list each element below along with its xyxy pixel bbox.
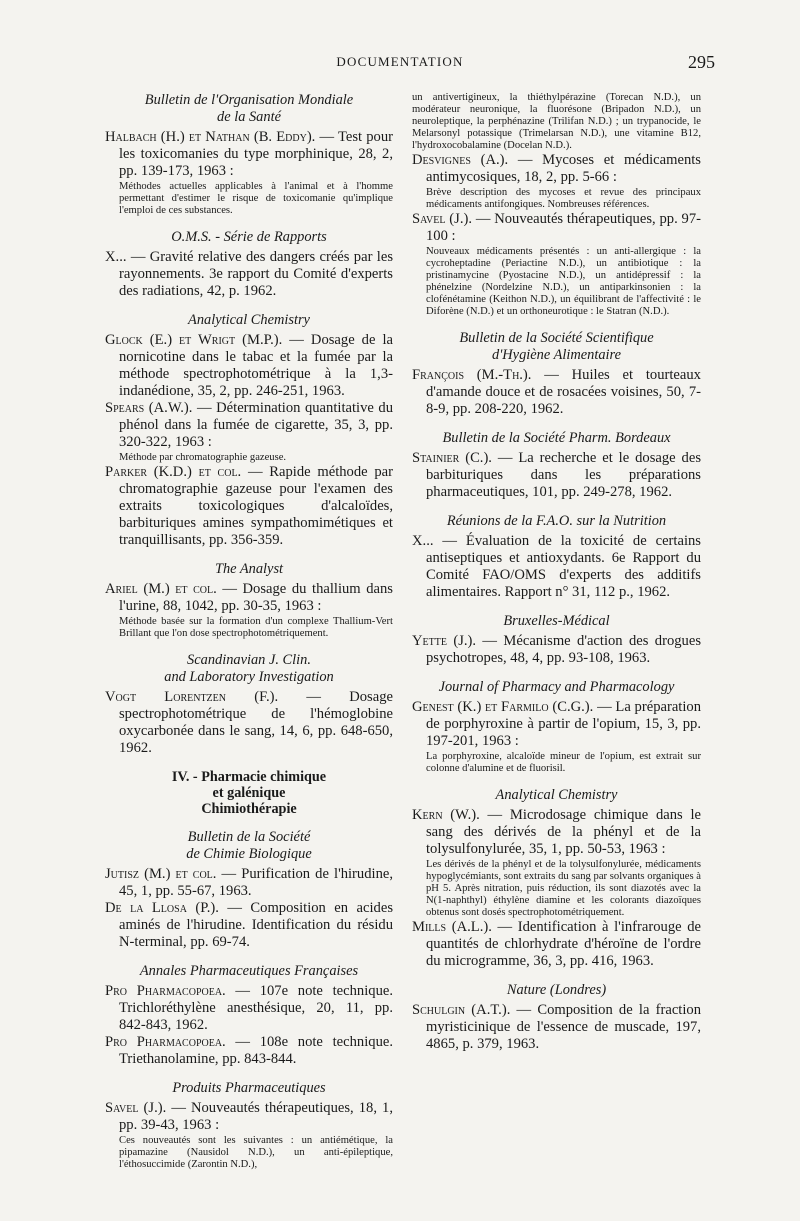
entry-author: Ariel (M.) et col. bbox=[105, 581, 217, 597]
bibliography-entry bbox=[412, 919, 701, 970]
journal-heading-line: d'Hygiène Alimentaire bbox=[492, 347, 621, 363]
section-title-line: et galénique bbox=[212, 785, 286, 801]
section-title bbox=[105, 769, 393, 817]
entry-citation: — 107e note technique. Trichloréthylène anesthésique, 20, 11, pp. 842-843, 1962. bbox=[119, 983, 393, 1033]
entry-citation: — Dosage du thallium dans l'urine, 88, 1042, pp. 30-35, 1963 : bbox=[119, 581, 393, 614]
entry-author: François (M.-Th.). bbox=[412, 367, 532, 383]
journal-heading bbox=[412, 513, 701, 530]
bibliography-entry bbox=[105, 464, 393, 549]
bibliography-entry bbox=[105, 581, 393, 615]
abstract-continuation bbox=[412, 92, 701, 152]
bibliography-entry bbox=[105, 332, 393, 400]
abstract-text: La porphyroxine, alcaloïde mineur de l'opium, est extrait sur colonne d'alumine et de fluorisil. bbox=[426, 751, 701, 774]
entry-author: Pro Pharmacopoea. bbox=[105, 1034, 226, 1050]
journal-heading-line: The Analyst bbox=[214, 561, 284, 577]
entry-citation: — Test pour les toxicomanies du type morphinique, 28, 2, pp. 139-173, 1963 : bbox=[119, 129, 394, 179]
entry-author: Stainier (C.). bbox=[412, 450, 492, 466]
entry-citation: — Détermination quantitative du phénol dans la fumée de cigarette, 35, 3, pp. 320-322, 1963 : bbox=[119, 400, 393, 450]
abstract-text: Les dérivés de la phényl et de la tolysulfonylurée, médicaments hypoglycémiants, sont extraits du sang par solvants organiques à pH 5. Après nitration, puis réduction, ils sont diazotés avec la N(1-naphthyl) éthylène diamine et les colorants diazoïques obtenus sont dosés spectrophotométriquement. bbox=[426, 859, 701, 918]
running-title: DOCUMENTATION bbox=[336, 54, 464, 69]
journal-heading bbox=[412, 330, 701, 364]
entry-citation: — Composition en acides aminés de l'hirudine. Identification du résidu N-terminal, pp. 69-74. bbox=[119, 900, 393, 950]
journal-heading-line: Bulletin de la Société Scientifique bbox=[459, 330, 654, 346]
journal-heading bbox=[412, 787, 701, 804]
entry-abstract bbox=[412, 246, 701, 318]
bibliography-entry bbox=[412, 211, 701, 245]
journal-heading-line: Analytical Chemistry bbox=[188, 312, 310, 328]
entry-author: Pro Pharmacopoea. bbox=[105, 983, 226, 999]
entry-citation: — Dosage spectrophotométrique de l'hémoglobine oxycarbonée dans le sang, 14, 6, pp. 648-650, 1962. bbox=[119, 689, 393, 756]
bibliography-entry bbox=[105, 866, 393, 900]
journal-heading-line: Journal of Pharmacy and Pharmacology bbox=[438, 679, 675, 695]
entry-author: Savel (J.). bbox=[105, 1100, 167, 1116]
journal-heading bbox=[105, 652, 393, 686]
abstract-text: un antivertigineux, la thiéthylpérazine (Torecan N.D.), un modérateur neuronique, la fluorésone (Bripadon N.D.), un neuroleptique, la perphénazine (Trilifan N.D.) ; un trypanocide, le Melarsonyl potassique (Trimelarsan N.D.), une vitamine B12, l'hydroxocobalamine (Docelan N.D.). bbox=[412, 92, 701, 151]
bibliography-entry bbox=[105, 129, 393, 180]
entry-citation: — Mécanisme d'action des drogues psychotropes, 48, 4, pp. 93-108, 1963. bbox=[426, 633, 701, 666]
journal-heading-line: Scandinavian J. Clin. bbox=[187, 652, 311, 668]
section-title-line: Chimiothérapie bbox=[201, 801, 297, 817]
entry-author: Halbach (H.) et Nathan (B. Eddy). bbox=[105, 129, 316, 145]
entry-author: Genest (K.) et Farmilo (C.G.). bbox=[412, 699, 594, 715]
abstract-text: Méthode basée sur la formation d'un complexe Thallium-Vert Brillant que l'on dose spectrophotométriquement. bbox=[119, 616, 393, 639]
entry-author: Kern (W.). bbox=[412, 807, 480, 823]
journal-heading-line: Bulletin de l'Organisation Mondiale bbox=[144, 92, 354, 108]
page-header bbox=[0, 52, 800, 76]
journal-heading bbox=[105, 92, 393, 126]
entry-abstract bbox=[105, 1135, 393, 1171]
section-title-line: IV. - Pharmacie chimique bbox=[171, 769, 327, 785]
entry-citation: — Nouveautés thérapeutiques, 18, 1, pp. 39-43, 1963 : bbox=[119, 1100, 393, 1133]
journal-heading-line: Produits Pharmaceutiques bbox=[172, 1080, 326, 1096]
bibliography-entry bbox=[105, 1034, 393, 1068]
entry-author: Jutisz (M.) et col. bbox=[105, 866, 217, 882]
bibliography-entry bbox=[105, 400, 393, 451]
entry-citation: — Nouveautés thérapeutiques, pp. 97-100 : bbox=[426, 211, 701, 244]
entry-citation: — Huiles et tourteaux d'amande douce et de rosacées voisines, 50, 7-8-9, pp. 208-220, 1962. bbox=[426, 367, 701, 417]
entry-author: Parker (K.D.) et col. bbox=[105, 464, 242, 480]
bibliography-entry bbox=[412, 152, 701, 186]
entry-author: Vogt Lorentzen (F.). bbox=[105, 689, 279, 705]
bibliography-entry bbox=[105, 900, 393, 951]
bibliography-entry bbox=[412, 633, 701, 667]
entry-citation: — Identification à l'infrarouge de quantités de chlorhydrate d'héroïne de l'ordre du microgramme, 36, 3, pp. 416, 1963. bbox=[426, 919, 702, 969]
entry-author: Yette (J.). bbox=[412, 633, 477, 649]
bibliography-entry bbox=[412, 367, 701, 418]
journal-heading bbox=[412, 613, 701, 630]
abstract-text: Ces nouveautés sont les suivantes : un antiémétique, la pipamazine (Nausidol N.D.), un anti-épileptique, l'éthosuccimide (Zarontin N.D.), bbox=[119, 1135, 393, 1170]
entry-citation: — La recherche et le dosage des barbituriques dans les préparations pharmaceutiques, 101, pp. 249-278, 1962. bbox=[426, 450, 701, 500]
entry-citation: — Composition de la fraction myristicinique de l'essence de muscade, 197, 4865, p. 379, 1963. bbox=[426, 1002, 701, 1052]
journal-heading-line: Analytical Chemistry bbox=[495, 787, 618, 803]
page-number: 295 bbox=[688, 52, 715, 72]
journal-heading bbox=[412, 430, 701, 447]
journal-heading bbox=[105, 561, 393, 578]
journal-heading bbox=[105, 229, 393, 246]
abstract-text: Brève description des mycoses et revue des principaux médicaments antifongiques. Nombreuses références. bbox=[426, 187, 701, 210]
entry-citation: — La préparation de porphyroxine à partir de l'opium, 15, 3, pp. 197-201, 1963 : bbox=[426, 699, 702, 749]
journal-heading-line: de la Santé bbox=[217, 109, 281, 125]
left-column bbox=[105, 92, 393, 1171]
entry-author: Savel (J.). bbox=[412, 211, 472, 227]
journal-heading bbox=[412, 982, 701, 999]
entry-citation: — Rapide méthode par chromatographie gazeuse pour l'examen des extraits toxicologiques d'alcaloïdes, barbituriques amines sympathomimétiques et tranquillisants, pp. 356-359. bbox=[119, 464, 393, 548]
bibliography-entry bbox=[105, 249, 393, 300]
entry-citation: — 108e note technique. Triethanolamine, pp. 843-844. bbox=[119, 1034, 393, 1067]
entry-citation: — Mycoses et médicaments antimycosiques, 18, 2, pp. 5-66 : bbox=[426, 152, 701, 185]
entry-author: Desvignes (A.). bbox=[412, 152, 509, 168]
bibliography-entry bbox=[412, 533, 701, 601]
bibliography-entry bbox=[105, 983, 393, 1034]
entry-citation: — Microdosage chimique dans le sang des dérivés de la phényl et de la tolysulfonylurée, 35, 1, pp. 50-53, 1963 : bbox=[426, 807, 702, 857]
entry-citation: — Purification de l'hirudine, 45, 1, pp. 55-67, 1963. bbox=[119, 866, 393, 899]
entry-abstract bbox=[412, 859, 701, 919]
entry-abstract bbox=[412, 751, 701, 775]
abstract-text: Nouveaux médicaments présentés : un anti-allergique : la cycroheptadine (Periactine N.D.), un antibiotique : la pristinamycine (Pyostacine N.D.), un antidépressif : la phénelzine (Nordelzine N.D.), un antiparkinsonien : la clofénétamine (Keithon N.D.), un équilibrant de l'affectivité : le Diforène (N.D.) et un orthoneurotique : le Statran (N.D.). bbox=[426, 246, 701, 317]
entry-abstract bbox=[412, 187, 701, 211]
journal-heading-line: Réunions de la F.A.O. sur la Nutrition bbox=[446, 513, 667, 529]
entry-author: Glock (E.) et Wrigt (M.P.). bbox=[105, 332, 283, 348]
bibliography-entry bbox=[105, 689, 393, 757]
entry-author: Schulgin (A.T.). bbox=[412, 1002, 511, 1018]
journal-heading-line: Annales Pharmaceutiques Françaises bbox=[139, 963, 359, 979]
journal-heading-line: O.M.S. - Série de Rapports bbox=[171, 229, 327, 245]
entry-citation: X... — Évaluation de la toxicité de certains antiseptiques et antioxydants. 6e Rapport du Comité FAO/OMS d'experts des additifs alimentaires. Rapport n° 31, 112 p., 1962. bbox=[412, 533, 701, 600]
abstract-text: Méthode par chromatographie gazeuse. bbox=[119, 452, 287, 463]
bibliography-entry bbox=[412, 699, 701, 750]
entry-abstract bbox=[105, 616, 393, 640]
journal-heading-line: Bulletin de la Société bbox=[187, 829, 311, 845]
entry-citation: X... — Gravité relative des dangers créés par les rayonnements. 3e rapport du Comité d'experts des radiations, 42, p. 1962. bbox=[105, 249, 393, 299]
bibliography-entry bbox=[412, 807, 701, 858]
bibliography-entry bbox=[105, 1100, 393, 1134]
bibliography-entry bbox=[412, 450, 701, 501]
bibliography-entry bbox=[412, 1002, 701, 1053]
journal-heading-line: de Chimie Biologique bbox=[186, 846, 312, 862]
journal-heading bbox=[412, 679, 701, 696]
abstract-text: Méthodes actuelles applicables à l'animal et à l'homme permettant d'estimer le risque de toxicomanie qu'implique l'emploi de ces substances. bbox=[119, 181, 393, 216]
journal-heading-line: Nature (Londres) bbox=[506, 982, 607, 998]
journal-heading bbox=[105, 963, 393, 980]
right-column bbox=[412, 92, 701, 1053]
journal-heading-line: and Laboratory Investigation bbox=[164, 669, 334, 685]
entry-author: De la Llosa (P.). bbox=[105, 900, 219, 916]
journal-heading bbox=[105, 1080, 393, 1097]
journal-heading-line: Bruxelles-Médical bbox=[503, 613, 610, 629]
entry-author: Mills (A.L.). bbox=[412, 919, 492, 935]
journal-heading-line: Bulletin de la Société Pharm. Bordeaux bbox=[442, 430, 671, 446]
entry-abstract bbox=[105, 181, 393, 217]
journal-heading bbox=[105, 312, 393, 329]
entry-author: Spears (A.W.). bbox=[105, 400, 193, 416]
journal-heading bbox=[105, 829, 393, 863]
entry-citation: — Dosage de la nornicotine dans le tabac et la fumée par la méthode spectrophotométrique à la 1,3-indanédione, 35, 2, pp. 246-251, 1963. bbox=[119, 332, 393, 399]
entry-abstract bbox=[105, 452, 393, 464]
